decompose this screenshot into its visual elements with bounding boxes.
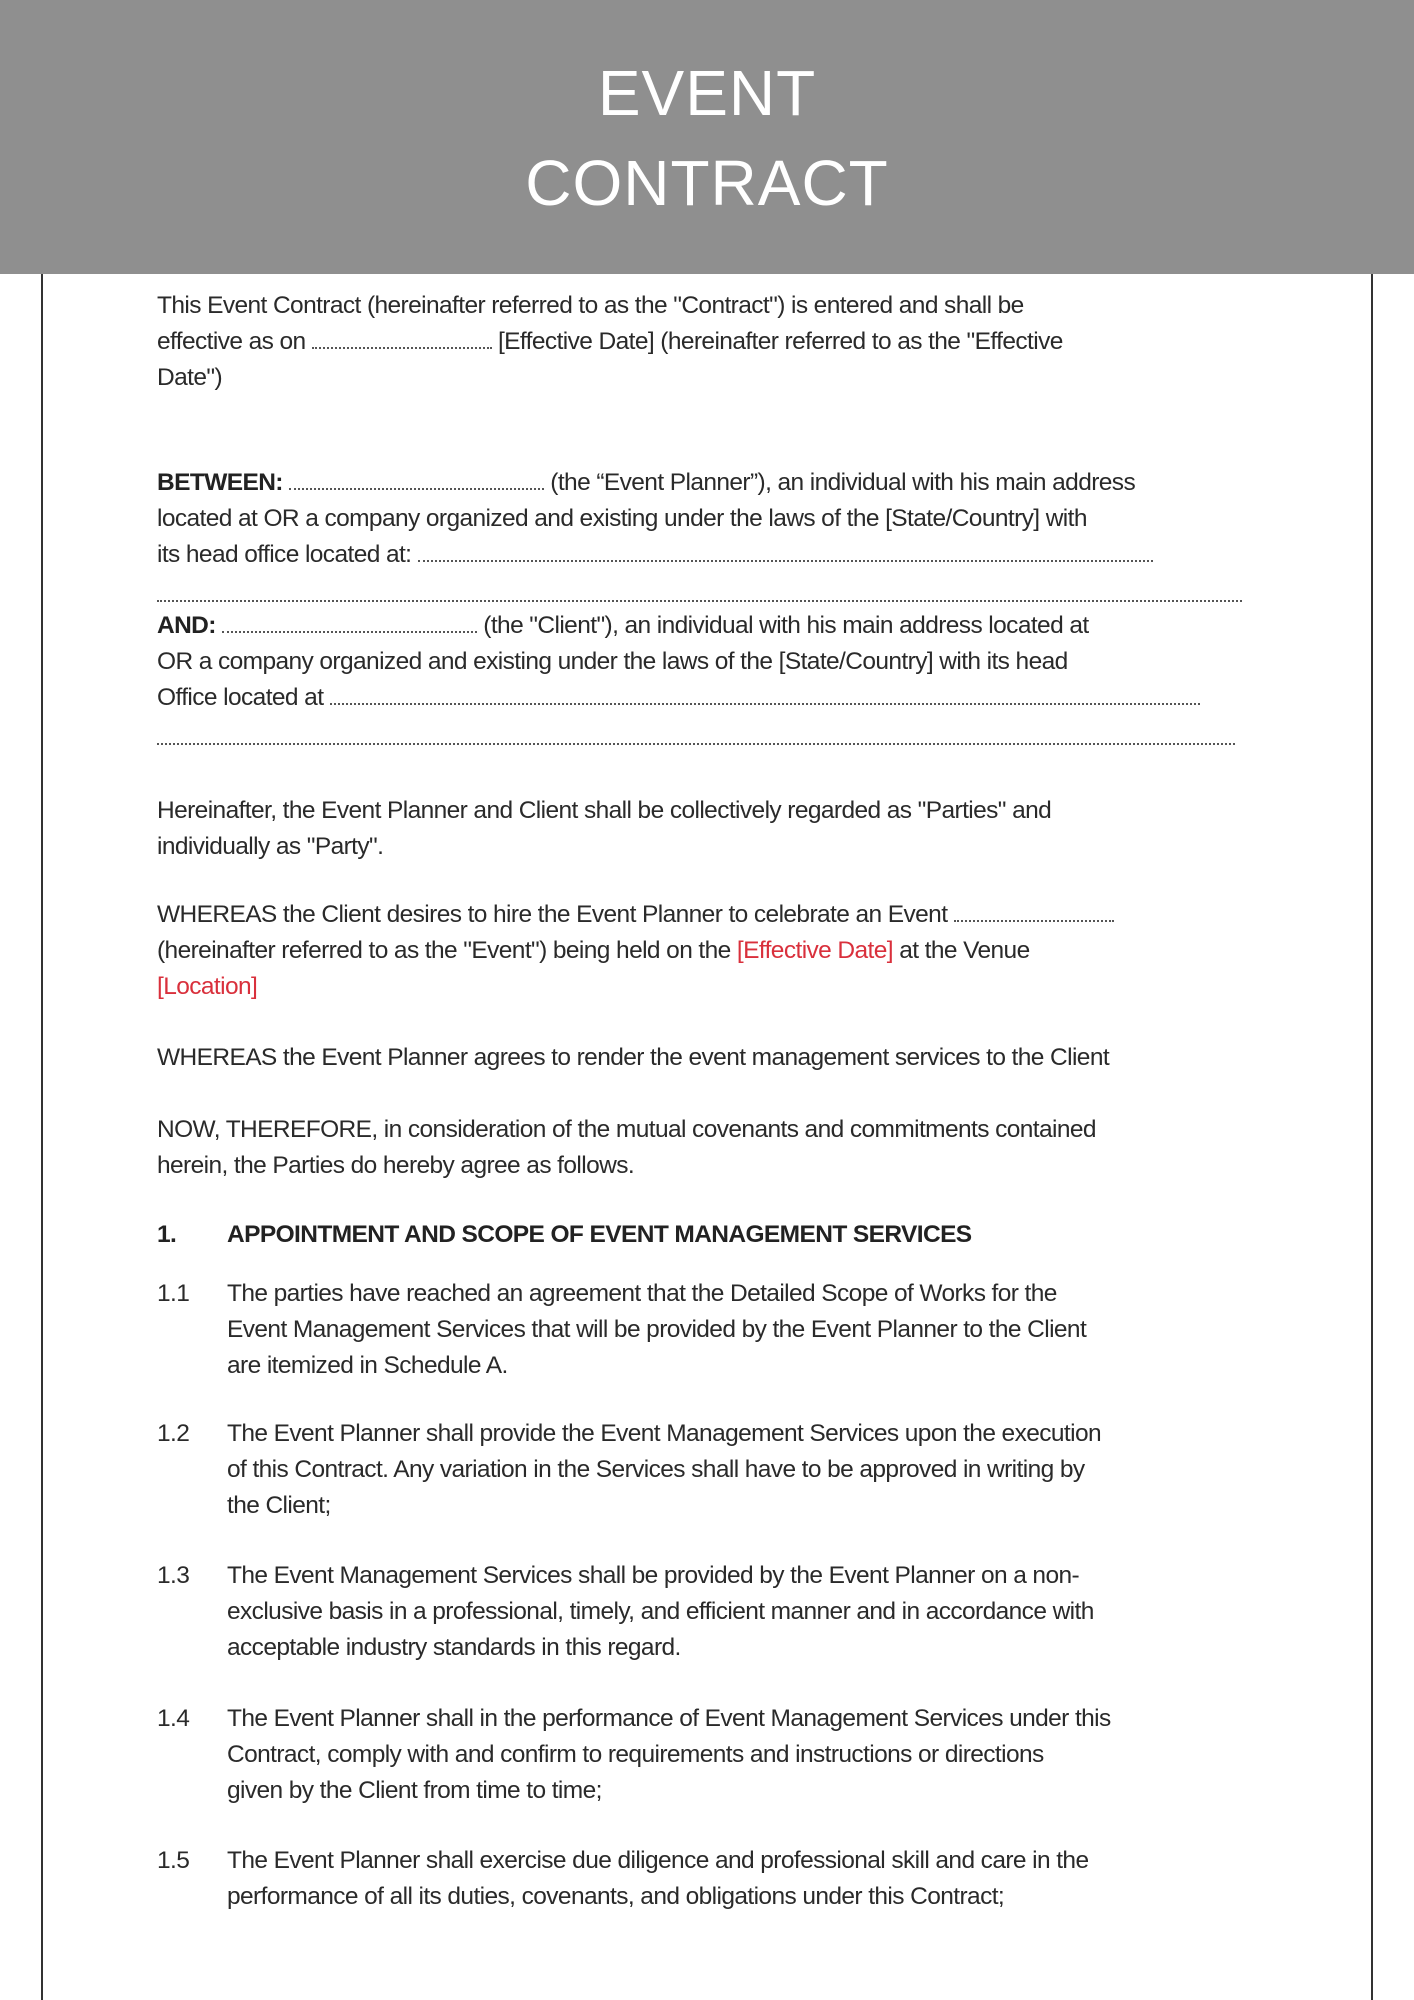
text-line: Event Management Services that will be provided by the Event Planner to the Client bbox=[227, 1316, 1087, 1343]
between-paragraph bbox=[157, 465, 1242, 613]
blank-field[interactable] bbox=[157, 582, 1242, 602]
text-line: are itemized in Schedule A. bbox=[227, 1352, 508, 1379]
text: effective as on bbox=[157, 328, 312, 355]
text-line: acceptable industry standards in this regard. bbox=[227, 1634, 681, 1661]
whereas-paragraph-1 bbox=[157, 897, 1114, 1005]
page-border-right bbox=[1371, 274, 1373, 2000]
text: WHEREAS the Client desires to hire the Event Planner to celebrate an Event bbox=[157, 901, 948, 928]
text-line: of this Contract. Any variation in the Services shall have to be approved in writing by bbox=[227, 1456, 1085, 1483]
blank-field[interactable] bbox=[418, 542, 1153, 562]
section-1-heading bbox=[157, 1217, 1257, 1253]
blank-field[interactable] bbox=[312, 329, 492, 349]
clause-1-4 bbox=[157, 1701, 1257, 1809]
text-line: the Client; bbox=[227, 1492, 331, 1519]
between-label: BETWEEN: bbox=[157, 469, 283, 496]
intro-paragraph bbox=[157, 288, 1063, 396]
text-line: Date") bbox=[157, 364, 223, 391]
text-line: The Event Planner shall in the performance of Event Management Services under this bbox=[227, 1705, 1111, 1732]
text-line: performance of all its duties, covenants, and obligations under this Contract; bbox=[227, 1883, 1005, 1910]
blank-field[interactable] bbox=[157, 725, 1235, 745]
text: (hereinafter referred to as the "Event") being held on the bbox=[157, 937, 737, 964]
clause-1-5 bbox=[157, 1843, 1257, 1915]
clause-1-2 bbox=[157, 1416, 1257, 1524]
blank-field[interactable] bbox=[330, 685, 1200, 705]
clause-number: 1.1 bbox=[157, 1280, 190, 1307]
text-line: Contract, comply with and confirm to requirements and instructions or directions bbox=[227, 1741, 1044, 1768]
clause-number: 1.3 bbox=[157, 1562, 190, 1589]
text-line: WHEREAS the Event Planner agrees to render the event management services to the Client bbox=[157, 1044, 1110, 1071]
text-line: given by the Client from time to time; bbox=[227, 1777, 602, 1804]
text: (the “Event Planner”), an individual with his main address bbox=[550, 469, 1136, 496]
section-number: 1. bbox=[157, 1221, 177, 1248]
text-line: The Event Planner shall provide the Event Management Services upon the execution bbox=[227, 1420, 1102, 1447]
clause-1-1 bbox=[157, 1276, 1257, 1384]
effective-date-placeholder: [Effective Date] bbox=[736, 937, 893, 964]
text-line: The parties have reached an agreement that the Detailed Scope of Works for the bbox=[227, 1280, 1057, 1307]
blank-field[interactable] bbox=[289, 470, 544, 490]
location-placeholder: [Location] bbox=[157, 973, 258, 1000]
blank-field[interactable] bbox=[222, 613, 477, 633]
clause-number: 1.2 bbox=[157, 1420, 190, 1447]
text: Office located at bbox=[157, 684, 324, 711]
and-label: AND: bbox=[157, 612, 216, 639]
hereinafter-paragraph bbox=[157, 793, 1051, 865]
text: its head office located at: bbox=[157, 541, 412, 568]
text-line: herein, the Parties do hereby agree as follows. bbox=[157, 1152, 635, 1179]
clause-1-3 bbox=[157, 1558, 1257, 1666]
blank-field[interactable] bbox=[954, 902, 1114, 922]
title-banner bbox=[0, 0, 1414, 274]
clause-number: 1.5 bbox=[157, 1847, 190, 1874]
text-line: The Event Management Services shall be provided by the Event Planner on a non- bbox=[227, 1562, 1080, 1589]
title-line-1: EVENT bbox=[597, 57, 817, 129]
page-border-left bbox=[41, 274, 43, 2000]
text-line: exclusive basis in a professional, timely, and efficient manner and in accordance with bbox=[227, 1598, 1094, 1625]
text-line: individually as "Party". bbox=[157, 833, 384, 860]
whereas-paragraph-2 bbox=[157, 1040, 1109, 1076]
text-line: OR a company organized and existing under the laws of the [State/Country] with its head bbox=[157, 648, 1068, 675]
section-heading: APPOINTMENT AND SCOPE OF EVENT MANAGEMENT SERVICES bbox=[227, 1221, 972, 1248]
text-line: Hereinafter, the Event Planner and Client shall be collectively regarded as "Parties" and bbox=[157, 797, 1052, 824]
clause-number: 1.4 bbox=[157, 1705, 190, 1732]
text: [Effective Date] (hereinafter referred to as the "Effective bbox=[497, 328, 1063, 355]
text-line: NOW, THEREFORE, in consideration of the mutual covenants and commitments contained bbox=[157, 1116, 1096, 1143]
title-line-2: CONTRACT bbox=[525, 147, 889, 219]
text: (the "Client"), an individual with his main address located at bbox=[483, 612, 1089, 639]
text: at the Venue bbox=[892, 937, 1030, 964]
now-therefore-paragraph bbox=[157, 1112, 1096, 1184]
text-line: located at OR a company organized and existing under the laws of the [State/Country] with bbox=[157, 505, 1087, 532]
text-line: The Event Planner shall exercise due diligence and professional skill and care in the bbox=[227, 1847, 1089, 1874]
text-line: This Event Contract (hereinafter referred to as the "Contract") is entered and shall be bbox=[157, 292, 1024, 319]
and-paragraph bbox=[157, 608, 1235, 756]
